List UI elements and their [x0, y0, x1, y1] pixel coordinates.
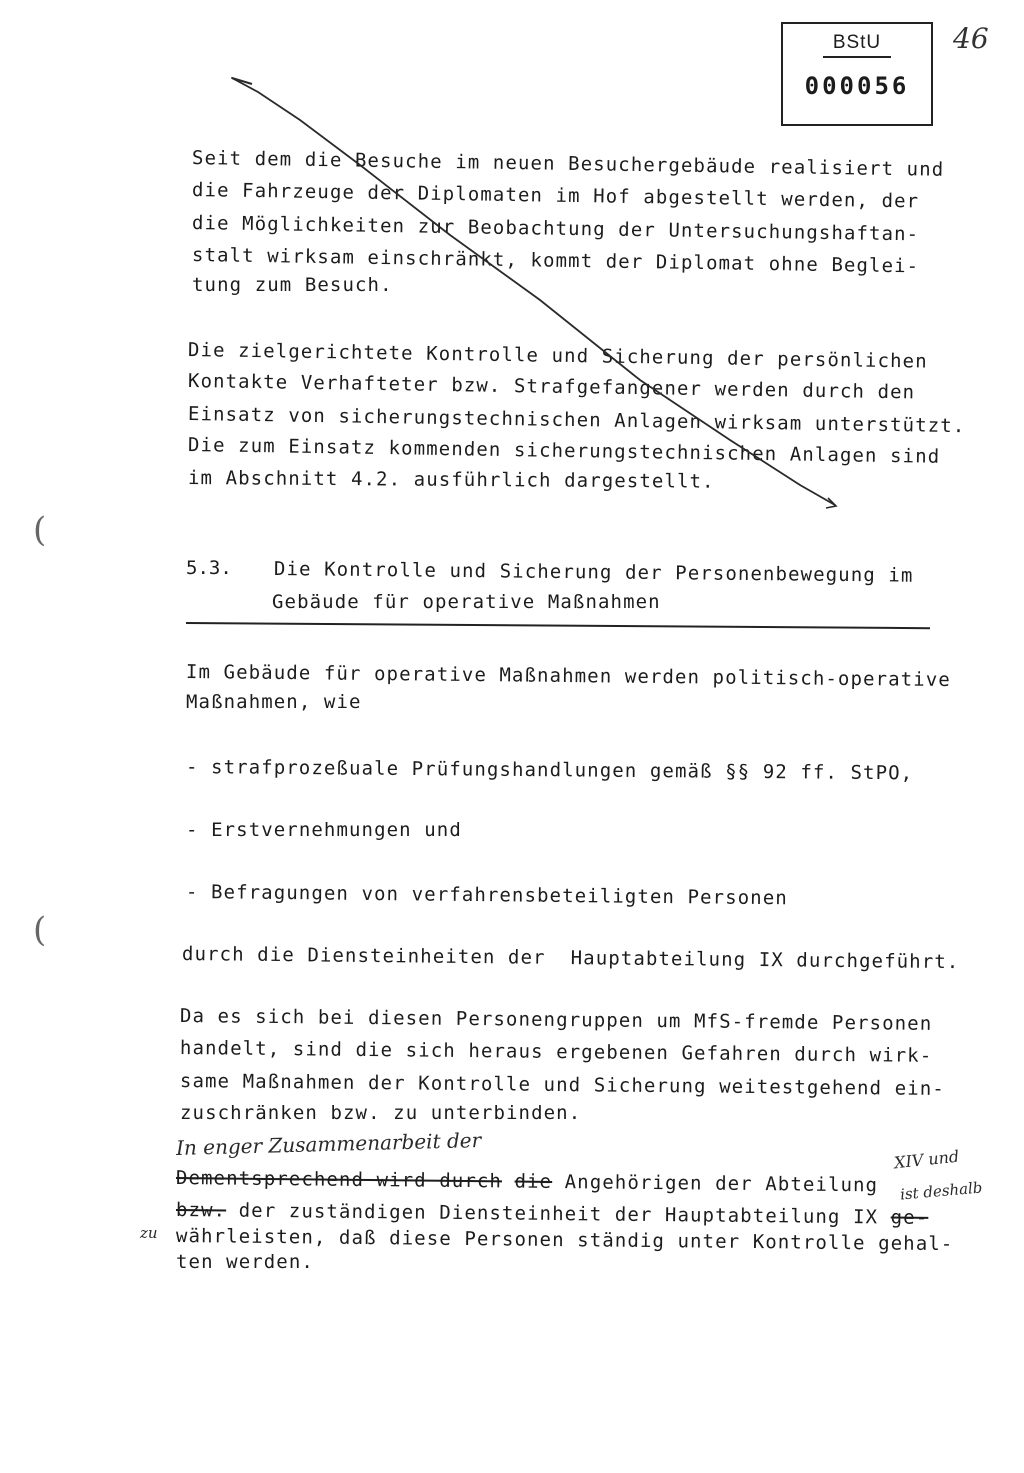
section-title-line2: Gebäude für operative Maßnahmen — [272, 591, 661, 613]
section-number: 5.3. — [186, 557, 232, 579]
list-item: - strafprozeßuale Prüfungshandlungen gemäß §§ 92 ff. StPO, — [185, 756, 914, 785]
paragraph3-line: Im Gebäude für operative Maßnahmen werden politisch-operative — [185, 661, 951, 692]
paragraph5-line: same Maßnahmen der Kontrolle und Sicherung weitestgehend ein- — [179, 1070, 945, 1101]
paragraph1-line: die Fahrzeuge der Diplomaten im Hof abgestellt werden, der — [191, 179, 920, 213]
struck-text: ge- — [890, 1206, 929, 1229]
line-text: der zuständigen Diensteinheit der Hauptabteilung IX — [226, 1199, 879, 1229]
paragraph2-line: Die zielgerichtete Kontrolle und Sicherung der persönlichen — [187, 339, 928, 373]
section-title-line1: Die Kontrolle und Sicherung der Personenbewegung im — [273, 558, 914, 587]
paragraph3-line: Maßnahmen, wie — [186, 691, 362, 713]
paragraph6-line3: währleisten, daß diese Personen ständig unter Kontrolle gehal- — [175, 1225, 954, 1256]
paragraph2-line: Einsatz von sicherungstechnischen Anlagen wirksam unterstützt. — [187, 403, 966, 438]
struck-text: Dementsprechend wird durch — [175, 1167, 503, 1193]
paragraph1-line: tung zum Besuch. — [192, 274, 393, 296]
paragraph2-line: im Abschnitt 4.2. ausführlich dargestellt. — [187, 467, 715, 493]
paragraph6-line4: ten werden. — [176, 1251, 314, 1273]
stamp-org: BStU — [783, 32, 931, 54]
struck-text: bzw. — [175, 1199, 227, 1222]
paragraph2-line: Die zum Einsatz kommenden sicherungstechnischen Anlagen sind — [187, 434, 941, 468]
punch-mark: ( — [33, 910, 47, 950]
paragraph4-line: durch die Diensteinheiten der Hauptabteilung IX durchgeführt. — [181, 943, 960, 974]
struck-text: die — [514, 1170, 553, 1193]
stamp-number: 000056 — [804, 72, 910, 100]
section-underline — [186, 622, 930, 629]
list-item: - Erstvernehmungen und — [186, 819, 462, 841]
archive-stamp — [781, 22, 933, 126]
line-text: Angehörigen der Abteilung — [552, 1170, 879, 1197]
paragraph1-line: die Möglichkeiten zur Beobachtung der Untersuchungshaftan- — [191, 212, 920, 246]
list-item: - Befragungen von verfahrensbeteiligten Personen — [185, 881, 788, 910]
paragraph1-line: Seit dem die Besuche im neuen Besuchergebäude realisiert und — [191, 147, 945, 181]
handwritten-insertion: In enger Zusammenarbeit der — [175, 1128, 482, 1160]
handwritten-insertion: ist deshalb — [899, 1178, 984, 1204]
paragraph5-line: Da es sich bei diesen Personengruppen um MfS-fremde Personen — [179, 1005, 933, 1035]
paragraph5-line: handelt, sind die sich heraus ergebenen Gefahren durch wirk- — [179, 1037, 933, 1067]
handwritten-insertion: zu — [140, 1224, 158, 1242]
paragraph1-line: stalt wirksam einschränkt, kommt der Diplomat ohne Beglei- — [191, 244, 920, 278]
handwritten-insertion: XIV und — [893, 1146, 961, 1173]
handwritten-page-number: 46 — [953, 22, 989, 55]
punch-mark: ( — [33, 510, 47, 550]
paragraph6-line1 — [176, 1166, 878, 1197]
paragraph2-line: Kontakte Verhafteter bzw. Strafgefangener werden durch den — [187, 370, 916, 404]
paragraph5-line: zuschränken bzw. zu unterbinden. — [180, 1102, 582, 1124]
